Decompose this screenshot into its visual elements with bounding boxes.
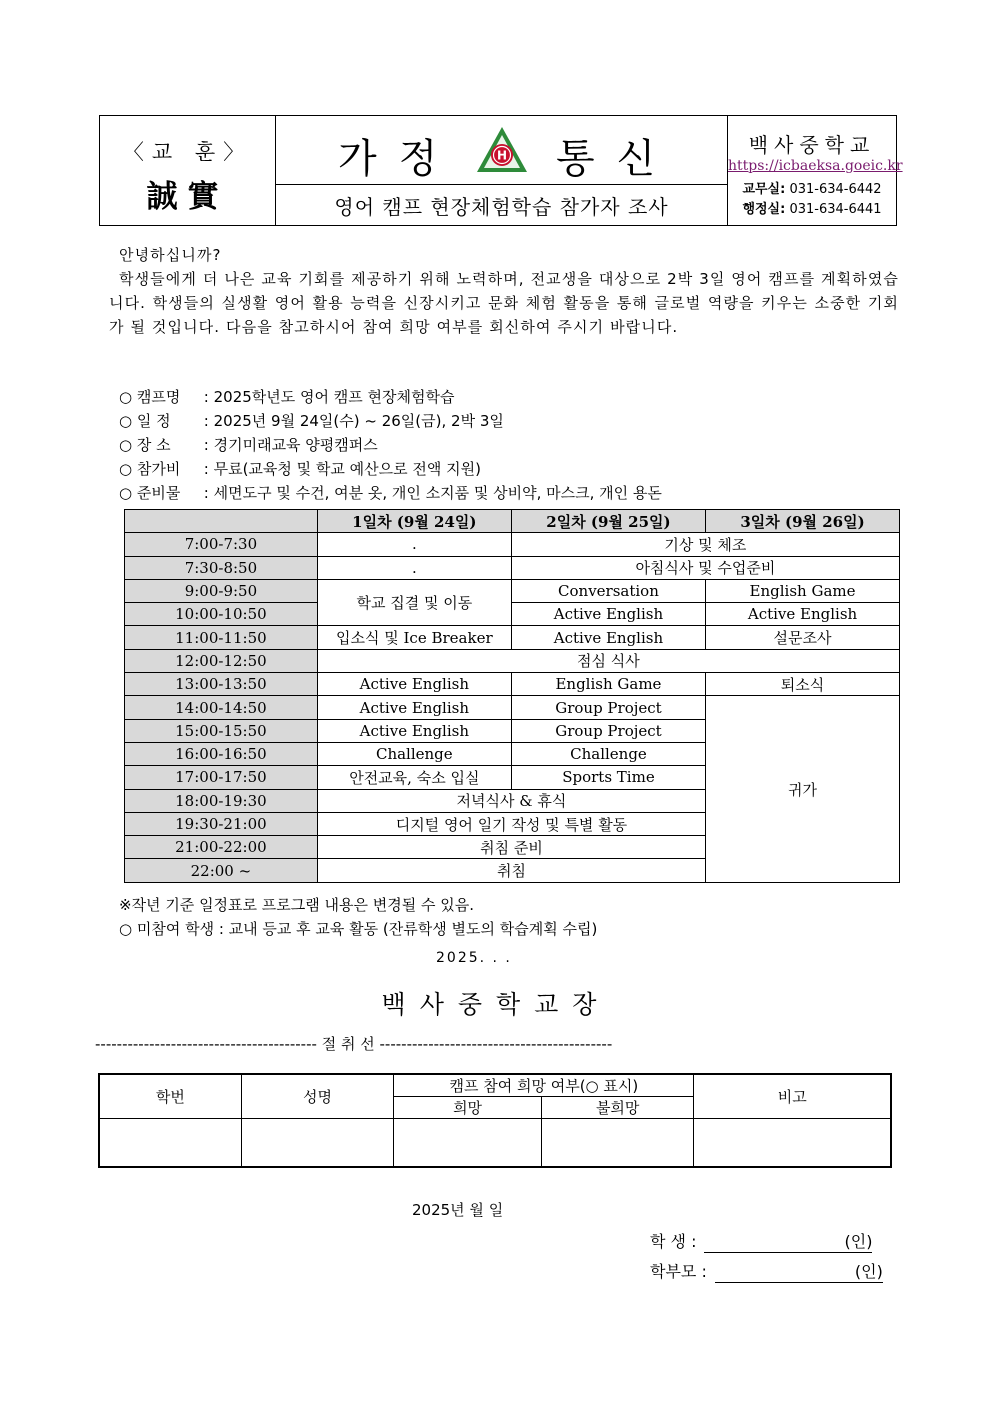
reply-col-participation: 캠프 참여 희망 여부(○ 표시): [394, 1074, 694, 1097]
camp-info-list: [119, 385, 662, 505]
participate-no-field[interactable]: [541, 1119, 694, 1168]
schedule-cell: English Game: [706, 579, 900, 602]
schedule-cell: 안전교육, 숙소 입실: [317, 766, 511, 789]
remarks-field[interactable]: [694, 1119, 891, 1168]
sign-date: 2025년 월 일: [412, 1201, 504, 1219]
schedule-cell: English Game: [511, 673, 705, 696]
cut-line: [95, 1033, 885, 1054]
schedule-cell: 아침식사 및 수업준비: [511, 556, 899, 579]
header-cell: 2일차 (9월 25일): [511, 510, 705, 533]
student-id-field[interactable]: [99, 1119, 241, 1168]
school-logo-icon: [476, 126, 528, 176]
student-sign-line: [650, 1229, 872, 1253]
schedule-cell: 퇴소식: [706, 673, 900, 696]
schedule-cell: .: [317, 533, 511, 556]
time-cell: 11:00-11:50: [125, 626, 318, 649]
school-cell: [728, 116, 903, 225]
schedule-cell: Active English: [317, 696, 511, 719]
phone-admin-label: 행정실:: [742, 202, 786, 217]
notes: [119, 893, 597, 941]
time-cell: 16:00-16:50: [125, 742, 318, 765]
schedule-cell: Active English: [511, 626, 705, 649]
header-cell: [125, 510, 318, 533]
logo-letter: H: [496, 148, 508, 163]
info-item: ○ 일 정 : 2025년 9월 24일(수) ~ 26일(금), 2박 3일: [119, 412, 504, 430]
schedule-cell: .: [317, 556, 511, 579]
motto-cell: [100, 116, 276, 225]
schedule-cell: 저녁식사 & 휴식: [317, 789, 705, 812]
reply-entry-row: [99, 1119, 891, 1168]
info-item: ○ 준비물 : 세면도구 및 수건, 여분 옷, 개인 소지품 및 상비약, 마스크, 개인 용돈: [119, 484, 662, 502]
time-cell: 12:00-12:50: [125, 649, 318, 672]
phone-admin: [728, 198, 896, 217]
schedule-cell: 점심 식사: [317, 649, 899, 672]
title-row: [276, 116, 727, 185]
phone-office: [728, 178, 896, 197]
student-sign-label: 학 생 :: [650, 1232, 697, 1251]
student-name-field[interactable]: [241, 1119, 394, 1168]
student-sign-field[interactable]: (인): [704, 1229, 872, 1253]
school-url-link[interactable]: https://icbaeksa.goeic.kr: [728, 158, 903, 174]
reply-col-name: 성명: [241, 1074, 394, 1119]
time-cell: 10:00-10:50: [125, 603, 318, 626]
schedule-cell: 취침 준비: [317, 836, 705, 859]
schedule-cell: Group Project: [511, 696, 705, 719]
schedule-cell: 디지털 영어 일기 작성 및 특별 활동: [317, 812, 705, 835]
schedule-cell: 귀가: [706, 696, 900, 882]
time-cell: 7:00-7:30: [125, 533, 318, 556]
cut-dashes-right: -------------------------------------------: [379, 1035, 613, 1053]
time-cell: 18:00-19:30: [125, 789, 318, 812]
table-row: [125, 696, 900, 719]
cut-dashes-left: -----------------------------------------: [95, 1035, 317, 1053]
greeting: 안녕하십니까?: [119, 246, 222, 264]
schedule-cell: Active English: [511, 603, 705, 626]
schedule-note: ※작년 기준 일정표로 프로그램 내용은 변경될 수 있음.: [119, 896, 475, 914]
schedule-cell: 기상 및 체조: [511, 533, 899, 556]
schedule-cell: 입소식 및 Ice Breaker: [317, 626, 511, 649]
reply-col-id: 학번: [99, 1074, 241, 1119]
schedule-cell: 취침: [317, 859, 705, 882]
schedule-cell: Active English: [317, 719, 511, 742]
reply-col-yes: 희망: [394, 1097, 542, 1119]
schedule-cell: Active English: [706, 603, 900, 626]
schedule-cell: Sports Time: [511, 766, 705, 789]
title-cell: [276, 116, 728, 225]
schedule-cell: 설문조사: [706, 626, 900, 649]
schedule-cell: Active English: [317, 673, 511, 696]
table-row: [125, 626, 900, 649]
time-cell: 9:00-9:50: [125, 579, 318, 602]
table-row: [125, 556, 900, 579]
phone-admin-number: 031-634-6441: [789, 202, 882, 217]
issue-date: 2025. . .: [436, 950, 512, 966]
parent-sign-field[interactable]: (인): [715, 1259, 883, 1283]
intro-text: [109, 243, 899, 339]
title-left: 가정: [338, 136, 460, 182]
time-cell: 17:00-17:50: [125, 766, 318, 789]
time-cell: 13:00-13:50: [125, 673, 318, 696]
schedule-cell: Challenge: [317, 742, 511, 765]
info-item: ○ 장 소 : 경기미래교육 양평캠퍼스: [119, 436, 378, 454]
time-cell: 14:00-14:50: [125, 696, 318, 719]
intro-paragraph: 학생들에게 더 나은 교육 기회를 제공하기 위해 노력하며, 전교생을 대상으로 2박 3일 영어 캠프를 계획하였습니다. 학생들의 실생활 영어 활용 능력을 신장시키고 문화 체험 활동을 통해 글로벌 역량을 키우는 소중한 기회가 될 것입니다. 다음을 참고하시어 참여 희망 여부를 회신하여 주시기 바랍니다.: [109, 270, 899, 336]
parent-sign-line: [650, 1259, 883, 1283]
principal-signature: 백사중학교장: [381, 990, 611, 1019]
cut-label: 절 취 선: [321, 1035, 375, 1053]
participate-yes-field[interactable]: [394, 1119, 542, 1168]
schedule-table: [124, 509, 900, 883]
subtitle: 영어 캠프 현장체험학습 참가자 조사: [334, 195, 669, 219]
table-row: [125, 579, 900, 602]
reply-col-note: 비고: [694, 1074, 891, 1119]
schedule-cell: Conversation: [511, 579, 705, 602]
schedule-cell: 학교 집결 및 이동: [317, 579, 511, 626]
table-header-row: [125, 510, 900, 533]
time-cell: 19:30-21:00: [125, 812, 318, 835]
table-row: [125, 673, 900, 696]
parent-sign-label: 학부모 :: [650, 1262, 707, 1281]
non-participant-note: ○ 미참여 학생 : 교내 등교 후 교육 활동 (잔류학생 별도의 학습계획 수립): [119, 920, 598, 938]
phone-office-label: 교무실:: [742, 182, 786, 197]
motto-label: 〈교 훈〉: [122, 140, 253, 164]
schedule-cell: Challenge: [511, 742, 705, 765]
phone-office-number: 031-634-6442: [789, 182, 882, 197]
table-row: [125, 603, 900, 626]
reply-col-no: 불희망: [541, 1097, 694, 1119]
header-cell: 3일차 (9월 26일): [706, 510, 900, 533]
school-name: 백사중학교: [748, 133, 876, 157]
info-item: ○ 참가비 : 무료(교육청 및 학교 예산으로 전액 지원): [119, 460, 481, 478]
time-cell: 7:30-8:50: [125, 556, 318, 579]
reply-form-table: [98, 1073, 892, 1168]
motto-text: 誠實: [146, 179, 229, 215]
header-box: [99, 115, 903, 226]
schedule-cell: Group Project: [511, 719, 705, 742]
table-row: [125, 649, 900, 672]
info-item: ○ 캠프명 : 2025학년도 영어 캠프 현장체험학습: [119, 388, 455, 406]
time-cell: 21:00-22:00: [125, 836, 318, 859]
time-cell: 15:00-15:50: [125, 719, 318, 742]
reply-header-row: [99, 1074, 891, 1097]
time-cell: 22:00 ~: [125, 859, 318, 882]
header-cell: 1일차 (9월 24일): [317, 510, 511, 533]
table-row: [125, 533, 900, 556]
title-right: 통신: [556, 136, 678, 182]
